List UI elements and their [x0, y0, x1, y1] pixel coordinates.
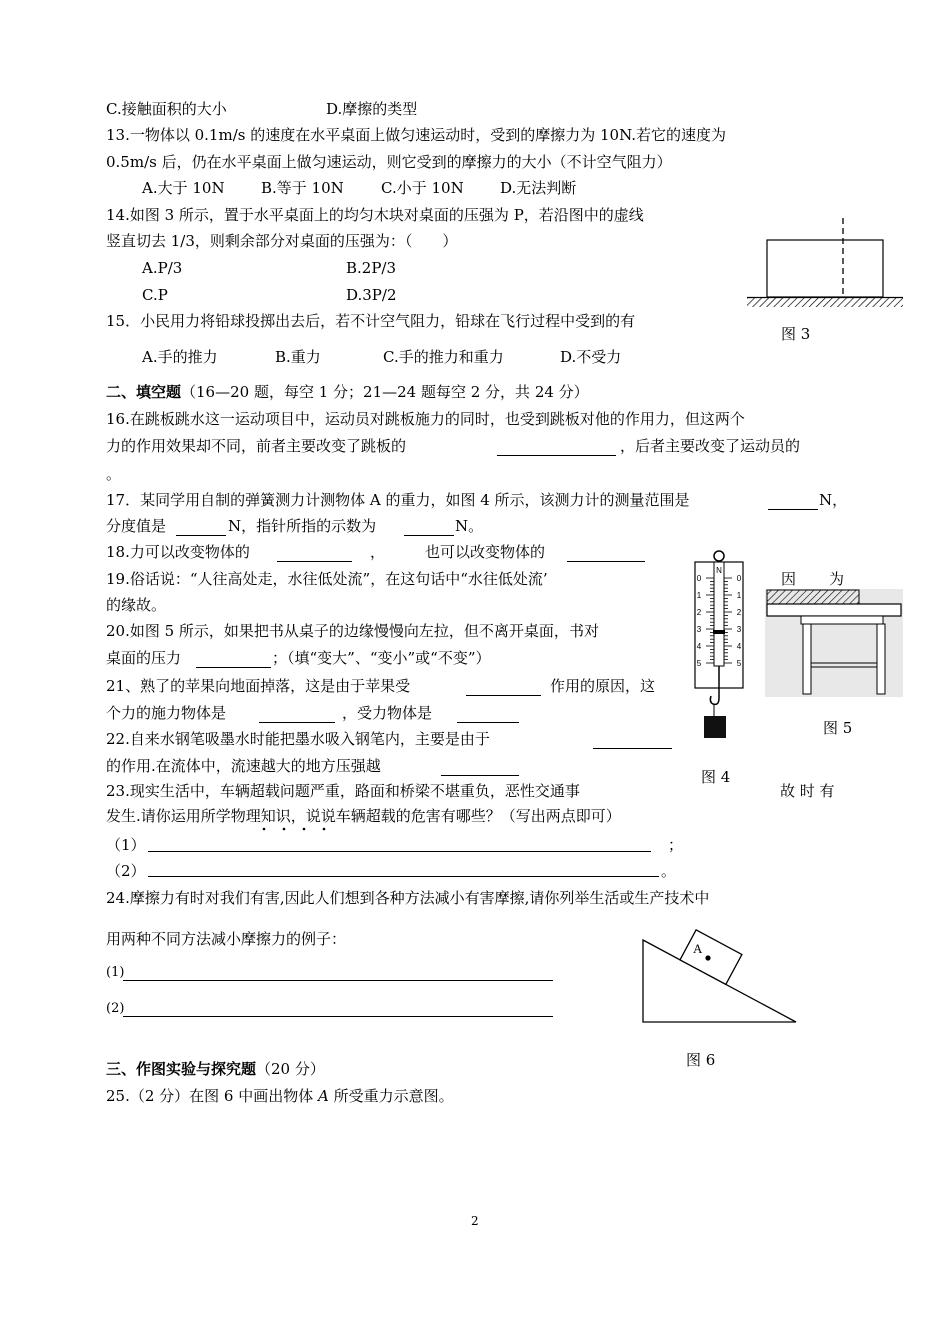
q15-option-b: B.重力	[275, 348, 321, 366]
q18-part-a: 18.力可以改变物体的	[106, 543, 250, 561]
q16-line2a: 力的作用效果却不同，前者主要改变了跳板的	[106, 437, 407, 455]
q23-answer-2-line[interactable]	[148, 876, 659, 877]
hanging-weight	[704, 716, 726, 738]
scale-tick-label: 0	[736, 574, 742, 583]
q16-blank-1[interactable]	[497, 455, 616, 456]
q25-variable: A	[318, 1087, 329, 1105]
q17-line2a: 分度值是	[106, 517, 167, 535]
q21-blank-3[interactable]	[457, 722, 519, 723]
scale-pointer	[713, 630, 725, 634]
scale-tick-label: 3	[696, 625, 702, 634]
q22-line2: 的作用.在流体中，流速越大的地方压强越	[106, 757, 381, 775]
q14-line2: 竖直切去 1/3，则剩余部分对桌面的压强为：（ ）	[106, 232, 458, 250]
q16-line1: 16.在跳板跳水这一运动项目中，运动员对跳板施力的同时，也受到跳板对他的作用力，但这两个	[106, 410, 745, 428]
q15-option-c: C.手的推力和重力	[383, 348, 504, 366]
q18-blank-2[interactable]	[567, 561, 645, 562]
block-a-letter: A	[693, 941, 703, 956]
scale-tick-label: 0	[696, 574, 702, 583]
q18-part-c: 也可以改变物体的	[425, 543, 546, 561]
scale-tick-label: 2	[696, 608, 702, 617]
figure-6-label: 图 6	[686, 1051, 716, 1069]
q13-line1: 13.一物体以 0.1m/s 的速度在水平桌面上做匀速运动时，受到的摩擦力为 10N.若它的速度为	[106, 126, 727, 144]
section-2-heading	[106, 385, 589, 400]
q14-line1: 14.如图 3 所示，置于水平桌面上的均匀木块对桌面的压强为 P，若沿图中的虚线	[106, 206, 644, 224]
q24-answer-2-label: (2)	[106, 1001, 125, 1016]
q20-blank[interactable]	[196, 667, 271, 668]
figure-5-label: 图 5	[823, 719, 853, 737]
block-a-center	[705, 955, 710, 960]
q18-part-b: ，	[370, 543, 386, 561]
scale-tick-label: 2	[736, 608, 742, 617]
q13-line2: 0.5m/s 后，仍在水平桌面上做匀速运动，则它受到的摩擦力的大小（不计空气阻力）	[106, 153, 672, 171]
scale-tick-label: 1	[736, 591, 742, 600]
section-3-heading	[106, 1062, 325, 1077]
q16-line3: 。	[106, 465, 122, 483]
q25-text	[106, 1089, 454, 1104]
q19-line1-end-a: 因	[781, 570, 797, 588]
wood-block	[767, 240, 883, 297]
q12-option-c: C.接触面积的大小	[106, 100, 227, 118]
scale-tick-label: 4	[736, 642, 742, 651]
q24-answer-1-line[interactable]	[123, 980, 553, 981]
section-2-note: （16—20 题，每空 1 分；21—24 题每空 2 分，共 24 分）	[181, 383, 589, 401]
q17-line1b: N，	[819, 491, 848, 509]
q17-blank-reading[interactable]	[404, 535, 454, 536]
q15-line1: 15．小民用力将铅球投掷出去后，若不计空气阻力，铅球在飞行过程中受到的有	[106, 312, 636, 330]
q23-answer-2-label: （2）	[106, 862, 146, 880]
q17-blank-division[interactable]	[176, 535, 226, 536]
q13-option-d: D.无法判断	[500, 179, 577, 197]
q14-option-d: D.3P/2	[346, 286, 397, 304]
q12-option-d: D.摩擦的类型	[326, 100, 418, 118]
q24-answer-1-label: (1)	[106, 965, 125, 980]
q21-line1a: 21、熟了的苹果向地面掉落，这是由于苹果受	[106, 677, 411, 695]
scale-tick-label: 4	[696, 642, 702, 651]
table-top	[767, 604, 901, 616]
q13-option-a: A.大于 10N	[142, 179, 225, 197]
q21-line2b: ，受力物体是	[342, 704, 433, 722]
q20-line2b: ；（填“变大”、“变小”或“不变”）	[272, 649, 491, 667]
q23-answer-2-end: 。	[661, 862, 677, 880]
q25-text-b: 所受重力示意图。	[328, 1087, 454, 1105]
figure-5-book-table	[765, 589, 903, 697]
q20-line1: 20.如图 5 所示，如果把书从桌子的边缘慢慢向左拉，但不离开桌面，书对	[106, 622, 599, 640]
figure-3	[745, 215, 905, 315]
q23-line1: 23.现实生活中，车辆超载问题严重，路面和桥梁不堪重负，恶性交通事	[106, 782, 580, 800]
scale-hook	[710, 688, 719, 704]
q17-line2c: N。	[455, 517, 484, 535]
figure-3-label: 图 3	[781, 325, 811, 343]
q16-line2b: ，后者主要改变了运动员的	[620, 437, 801, 455]
q20-line2a: 桌面的压力	[106, 649, 182, 667]
scale-tick-label: 1	[696, 591, 702, 600]
scale-ring	[714, 551, 724, 561]
q22-blank-1[interactable]	[593, 748, 672, 749]
scale-unit-letter: N	[716, 566, 722, 575]
q18-blank-1[interactable]	[277, 561, 352, 562]
q15-option-d: D.不受力	[560, 348, 622, 366]
section-2-title: 二、填空题	[106, 383, 182, 401]
q17-line2b: N，指针所指的示数为	[228, 517, 377, 535]
q19-line1: 19.俗话说：“人往高处走，水往低处流”，在这句话中“水往低处流’	[106, 570, 548, 588]
q21-line1b: 作用的原因，这	[550, 677, 656, 695]
figure-6-incline	[640, 925, 800, 1025]
table-hatch	[747, 298, 903, 307]
q22-blank-2[interactable]	[441, 775, 519, 776]
section-3-title: 三、作图实验与探究题	[106, 1060, 257, 1078]
q13-option-b: B.等于 10N	[261, 179, 344, 197]
scale-tick-label: 3	[736, 625, 742, 634]
section-3-note: （20 分）	[256, 1060, 325, 1078]
scale-tick-label: 5	[696, 659, 702, 668]
q25-text-a: 25.（2 分）在图 6 中画出物体	[106, 1087, 319, 1105]
figure-4-spring-scale	[690, 548, 748, 743]
q24-line1: 24.摩擦力有时对我们有害,因此人们想到各种方法减小有害摩擦,请你列举生活或生产技术中	[106, 889, 710, 907]
q21-line2a: 个力的施力物体是	[106, 704, 227, 722]
q23-answer-1-label: （1）	[106, 836, 146, 854]
book	[767, 590, 859, 604]
q17-line1a: 17．某同学用自制的弹簧测力计测物体 A 的重力，如图 4 所示，该测力计的测量范围是	[106, 491, 690, 509]
q23-line1-end: 故 时 有	[780, 782, 835, 800]
q15-option-a: A.手的推力	[142, 348, 218, 366]
q13-option-c: C.小于 10N	[381, 179, 464, 197]
q14-option-c: C.P	[142, 286, 168, 304]
table-leg-right	[877, 624, 885, 694]
q23-answer-1-end: ；	[668, 836, 684, 854]
q21-blank-1[interactable]	[466, 695, 541, 696]
q14-option-a: A.P/3	[142, 259, 183, 277]
q24-answer-2-line[interactable]	[123, 1016, 553, 1017]
q17-blank-range[interactable]	[768, 509, 818, 510]
q14-option-b: B.2P/3	[346, 259, 397, 277]
q24-line2: 用两种不同方法减小摩擦力的例子：	[106, 930, 347, 948]
table-leg-left	[803, 624, 811, 694]
page-number: 2	[471, 1214, 479, 1228]
q19-line2: 的缘故。	[106, 596, 167, 614]
q23-line2: 发生.请你运用所学物理知识，说说车辆超载的危害有哪些？（写出两点即可）	[106, 807, 621, 825]
q21-blank-2[interactable]	[259, 722, 335, 723]
q23-answer-1-line[interactable]	[148, 851, 651, 852]
q22-line1: 22.自来水钢笔吸墨水时能把墨水吸入钢笔内，主要是由于	[106, 730, 490, 748]
figure-4-label: 图 4	[701, 768, 731, 786]
q19-line1-end-b: 为	[829, 570, 845, 588]
scale-tick-label: 5	[736, 659, 742, 668]
q23-emphasis-dots	[260, 826, 330, 832]
